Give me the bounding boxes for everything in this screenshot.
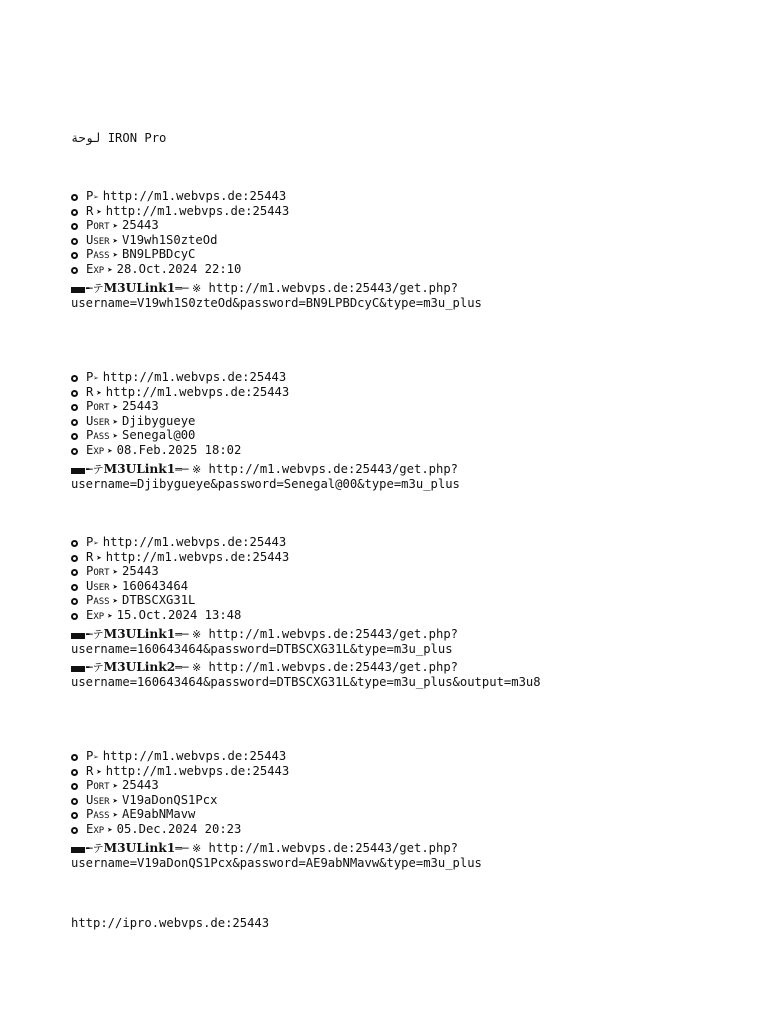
right-arrowhead-icon: ➤ (112, 796, 119, 807)
decorative-blocks-icon (71, 633, 85, 639)
pass-label: Pass (86, 247, 110, 262)
port-value: 25443 (122, 564, 159, 579)
pass-row (71, 807, 482, 822)
right-arrowhead-icon: ➤ (112, 432, 119, 443)
decorative-blocks-icon (71, 666, 85, 672)
deco-prefix: ╾テ (86, 627, 104, 641)
r-label: R (86, 763, 94, 778)
pass-row (71, 428, 460, 443)
m3u-link-url[interactable]: http://m1.webvps.de:25443/get.php? (208, 280, 459, 295)
right-arrowhead-icon: ➢ (93, 539, 99, 549)
circle-bullet-icon (71, 390, 78, 397)
circle-bullet-icon (71, 375, 78, 382)
user-value: V19aDonQS1Pcx (122, 792, 218, 807)
pass-row (71, 247, 482, 262)
m3u-link-label: M3ULink1 (103, 280, 176, 295)
p-url[interactable]: http://m1.webvps.de:25443 (102, 370, 287, 384)
circle-bullet-icon (71, 584, 78, 591)
port-label: Port (86, 218, 110, 233)
m3u-link-row (71, 841, 482, 871)
port-label: Port (86, 564, 110, 579)
circle-bullet-icon (71, 194, 78, 201)
r-url[interactable]: http://m1.webvps.de:25443 (105, 384, 290, 399)
reference-mark-icon: ═─ ※ (175, 627, 202, 641)
m3u-link-label: M3ULink1 (103, 626, 176, 641)
m3u-link-url-query[interactable]: username=160643464&password=DTBSCXG31L&type=m3u_plus&output=m3u8 (71, 675, 541, 690)
decorative-blocks-icon (71, 847, 85, 853)
m3u-link-label: M3ULink1 (103, 840, 176, 855)
user-label: User (86, 413, 110, 428)
r-url[interactable]: http://m1.webvps.de:25443 (105, 549, 290, 564)
pass-value: AE9abNMavw (122, 807, 196, 822)
circle-bullet-icon (71, 555, 78, 562)
circle-bullet-icon (71, 827, 78, 834)
circle-bullet-icon (71, 404, 78, 411)
right-arrowhead-icon: ➢ (93, 374, 99, 384)
m3u-link-url-query[interactable]: username=Djibygueye&password=Senegal@00&type=m3u_plus (71, 477, 460, 492)
exp-label: Exp (86, 607, 105, 622)
p-label: P (86, 189, 94, 203)
exp-value: 28.Oct.2024 22:10 (116, 261, 242, 276)
reference-mark-icon: ═─ ※ (175, 660, 202, 674)
port-value: 25443 (122, 399, 159, 414)
user-value: Djibygueye (122, 413, 196, 428)
circle-bullet-icon (71, 769, 78, 776)
user-row (71, 233, 482, 248)
circle-bullet-icon (71, 238, 78, 245)
right-arrowhead-icon: ➤ (112, 251, 119, 262)
account-block-1 (71, 189, 482, 311)
account-block-3 (71, 535, 541, 690)
account-block-4 (71, 749, 482, 871)
r-row (71, 204, 482, 219)
deco-prefix: ╾テ (86, 660, 104, 674)
circle-bullet-icon (71, 419, 78, 426)
p-row (71, 370, 460, 385)
pass-row (71, 593, 541, 608)
exp-value: 15.Oct.2024 13:48 (116, 607, 242, 622)
r-label: R (86, 549, 94, 564)
reference-mark-icon: ═─ ※ (175, 281, 202, 295)
circle-bullet-icon (71, 223, 78, 230)
exp-label: Exp (86, 821, 105, 836)
exp-row (71, 822, 482, 837)
m3u-link-url[interactable]: http://m1.webvps.de:25443/get.php? (208, 840, 459, 855)
circle-bullet-icon (71, 569, 78, 576)
m3u-link-url[interactable]: http://m1.webvps.de:25443/get.php? (208, 659, 459, 674)
right-arrowhead-icon: ➤ (112, 417, 119, 428)
right-arrowhead-icon: ➤ (112, 222, 119, 233)
port-row (71, 778, 482, 793)
exp-label: Exp (86, 261, 105, 276)
port-row (71, 399, 460, 414)
exp-row (71, 262, 482, 277)
account-block-2 (71, 370, 460, 492)
circle-bullet-icon (71, 812, 78, 819)
m3u-link-row (71, 281, 482, 311)
m3u-link-url-query[interactable]: username=160643464&password=DTBSCXG31L&type=m3u_plus (71, 642, 453, 657)
circle-bullet-icon (71, 783, 78, 790)
user-row (71, 793, 482, 808)
decorative-blocks-icon (71, 468, 85, 474)
right-arrowhead-icon: ➤ (96, 207, 102, 218)
pass-label: Pass (86, 593, 110, 608)
decorative-blocks-icon (71, 287, 85, 293)
p-row (71, 749, 482, 764)
pass-label: Pass (86, 807, 110, 822)
user-label: User (86, 792, 110, 807)
circle-bullet-icon (71, 613, 78, 620)
right-arrowhead-icon: ➤ (112, 811, 119, 822)
r-url[interactable]: http://m1.webvps.de:25443 (105, 763, 290, 778)
right-arrowhead-icon: ➤ (112, 236, 119, 247)
user-label: User (86, 578, 110, 593)
reference-mark-icon: ═─ ※ (175, 462, 202, 476)
right-arrowhead-icon: ➤ (112, 597, 119, 608)
p-row (71, 189, 482, 204)
exp-value: 08.Feb.2025 18:02 (116, 442, 242, 457)
exp-label: Exp (86, 442, 105, 457)
reference-mark-icon: ═─ ※ (175, 841, 202, 855)
port-value: 25443 (122, 218, 159, 233)
right-arrowhead-icon: ➢ (93, 193, 99, 203)
right-arrowhead-icon: ➤ (107, 446, 113, 457)
right-arrowhead-icon: ➤ (107, 825, 113, 836)
pass-value: DTBSCXG31L (122, 593, 196, 608)
p-label: P (86, 749, 94, 763)
circle-bullet-icon (71, 540, 78, 547)
circle-bullet-icon (71, 598, 78, 605)
r-row (71, 550, 541, 565)
circle-bullet-icon (71, 267, 78, 274)
p-url[interactable]: http://m1.webvps.de:25443 (102, 535, 287, 549)
m3u-link-row (71, 660, 541, 690)
right-arrowhead-icon: ➤ (112, 782, 119, 793)
port-label: Port (86, 399, 110, 414)
exp-row (71, 608, 541, 623)
m3u-link-url[interactable]: http://m1.webvps.de:25443/get.php? (208, 461, 459, 476)
port-value: 25443 (122, 778, 159, 793)
circle-bullet-icon (71, 252, 78, 259)
port-row (71, 564, 541, 579)
m3u-link-row (71, 462, 460, 492)
deco-prefix: ╾テ (86, 281, 104, 295)
port-label: Port (86, 778, 110, 793)
m3u-link-label: M3ULink1 (103, 461, 176, 476)
m3u-link-row (71, 627, 541, 657)
right-arrowhead-icon: ➤ (107, 265, 113, 276)
exp-row (71, 443, 460, 458)
user-value: V19wh1S0zteOd (122, 232, 218, 247)
right-arrowhead-icon: ➤ (96, 767, 102, 778)
right-arrowhead-icon: ➤ (107, 611, 113, 622)
port-row (71, 218, 482, 233)
r-row (71, 385, 460, 400)
exp-value: 05.Dec.2024 20:23 (116, 821, 242, 836)
p-row (71, 535, 541, 550)
page-title: لوحة IRON Pro (71, 131, 167, 145)
r-label: R (86, 203, 94, 218)
right-arrowhead-icon: ➤ (96, 388, 102, 399)
m3u-link-url[interactable]: http://m1.webvps.de:25443/get.php? (208, 626, 459, 641)
user-row (71, 579, 541, 594)
user-value: 160643464 (122, 578, 189, 593)
circle-bullet-icon (71, 209, 78, 216)
user-row (71, 414, 460, 429)
m3u-link-url-query[interactable]: username=V19aDonQS1Pcx&password=AE9abNMavw&type=m3u_plus (71, 856, 482, 871)
circle-bullet-icon (71, 754, 78, 761)
footer-url[interactable]: http://ipro.webvps.de:25443 (71, 916, 270, 930)
user-label: User (86, 232, 110, 247)
pass-value: Senegal@00 (122, 428, 196, 443)
circle-bullet-icon (71, 433, 78, 440)
p-url[interactable]: http://m1.webvps.de:25443 (102, 189, 287, 203)
circle-bullet-icon (71, 448, 78, 455)
m3u-link-label: M3ULink2 (103, 659, 176, 674)
m3u-link-url-query[interactable]: username=V19wh1S0zteOd&password=BN9LPBDcyC&type=m3u_plus (71, 296, 482, 311)
deco-prefix: ╾テ (86, 841, 104, 855)
r-label: R (86, 384, 94, 399)
p-label: P (86, 370, 94, 384)
circle-bullet-icon (71, 798, 78, 805)
pass-value: BN9LPBDcyC (122, 247, 196, 262)
right-arrowhead-icon: ➤ (112, 582, 119, 593)
right-arrowhead-icon: ➤ (112, 568, 119, 579)
r-row (71, 764, 482, 779)
r-url[interactable]: http://m1.webvps.de:25443 (105, 203, 290, 218)
deco-prefix: ╾テ (86, 462, 104, 476)
p-label: P (86, 535, 94, 549)
p-url[interactable]: http://m1.webvps.de:25443 (102, 749, 287, 763)
right-arrowhead-icon: ➢ (93, 753, 99, 763)
pass-label: Pass (86, 428, 110, 443)
right-arrowhead-icon: ➤ (112, 403, 119, 414)
right-arrowhead-icon: ➤ (96, 553, 102, 564)
